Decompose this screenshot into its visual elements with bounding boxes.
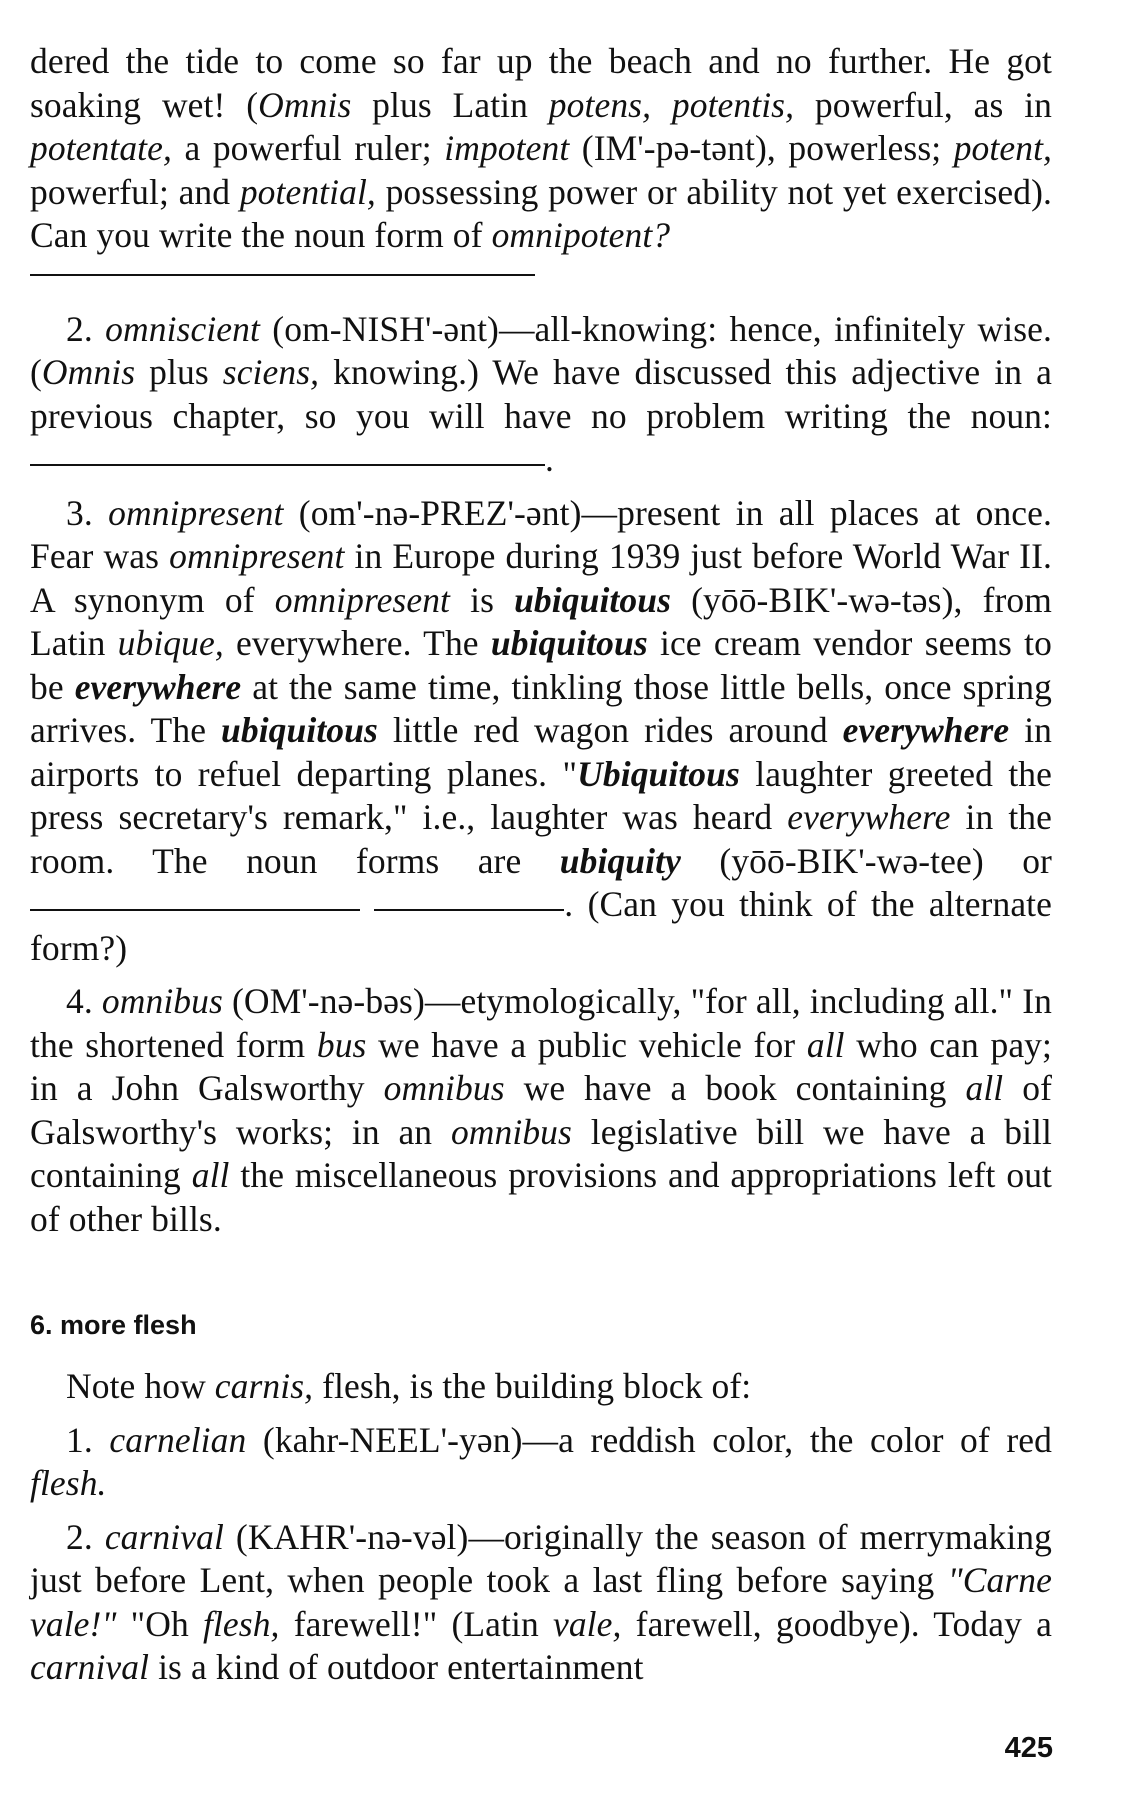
text: at the same time, tinkling those little bells, once spring arrives. The bbox=[30, 666, 1052, 750]
entry-word: omnipresent bbox=[108, 492, 284, 533]
text: little red wagon rides around bbox=[377, 710, 843, 750]
text: powerful, as in bbox=[794, 84, 1053, 125]
text: flesh, is the building block of: bbox=[313, 1366, 752, 1406]
italic-term: all bbox=[806, 1024, 845, 1065]
text: in Europe during 1939 just before World War II. A synonym of bbox=[30, 536, 1053, 620]
entry-carnival bbox=[30, 1516, 1052, 1690]
bold-italic-term: everywhere bbox=[74, 666, 242, 707]
section-intro bbox=[30, 1365, 1052, 1409]
bold-italic-term: ubiquity bbox=[559, 840, 681, 881]
italic-term: potent, bbox=[953, 128, 1053, 168]
italic-term: all bbox=[965, 1068, 1004, 1108]
entry-omniscient: 2. omniscient (om-NISH'-ənt)—all-knowing: hence, infinitely wise. (Omnis plus sciens, knowing.) We have discussed this adjective in a previous chapter, so you will have no problem writing the noun: . bbox=[30, 308, 1052, 479]
bold-italic-term: ubiquitous bbox=[514, 579, 671, 620]
italic-term: omnipresent bbox=[169, 536, 345, 576]
text: we have a book containing bbox=[504, 1068, 966, 1108]
bold-italic-term: ubiquitous bbox=[490, 623, 648, 663]
italic-term: potens, potentis, bbox=[548, 84, 795, 125]
text: the miscellaneous provisions and appropriations left out of other bills. bbox=[30, 1155, 1053, 1239]
text: (KAHR'-nə-vəl)—originally the season of merrymaking just before Lent, when people took a last fling before saying bbox=[30, 1516, 1052, 1600]
entry-word: omnibus bbox=[101, 981, 223, 1021]
entry-number: 2. bbox=[66, 308, 106, 349]
italic-term: carnis, bbox=[214, 1366, 314, 1406]
answer-blank-omnipotence[interactable] bbox=[30, 274, 535, 276]
italic-term: carnival bbox=[30, 1647, 150, 1687]
entry-omnipresent: 3. omnipresent (om'-nə-PREZ'-ənt)—present in all places at once. Fear was omnipresent in Europe during 1939 just before World War II. A synonym of omnipresent is ubiquitous (yōō-BIK'-wə-təs), from Latin ubique, everywhere. The ubiquitous ice cream vendor seems to be everywhere at the same time, tinkling those little bells, once spring arrives. The ubiquitous little red wagon rides around everywhere in airports to refuel departing planes. "Ubiquitous laughter greeted the press secretary's remark," i.e., laughter was heard everywhere in the room. The noun forms are ubiquity (yōō-BIK'-wə-tee) or . (Can you think of the alternate form?) bbox=[30, 492, 1053, 968]
continuation-paragraph bbox=[30, 40, 1052, 258]
italic-term: vale, bbox=[552, 1603, 622, 1644]
text: farewell, goodbye). Today a bbox=[621, 1603, 1052, 1644]
entry-carnelian bbox=[30, 1419, 1052, 1506]
section-heading: 6. more flesh bbox=[30, 1310, 197, 1340]
entry-word: omniscient bbox=[105, 308, 260, 349]
italic-term: flesh, bbox=[203, 1603, 280, 1644]
text: (IM'-pə-tənt), powerless; bbox=[569, 128, 954, 168]
italic-term: ubique, bbox=[117, 623, 224, 663]
italic-term: "Carne vale!" bbox=[30, 1560, 1052, 1644]
text: (Can you think of the alternate form?) bbox=[30, 884, 1052, 968]
italic-term: Omnis bbox=[258, 84, 352, 125]
italic-term: flesh. bbox=[30, 1463, 107, 1503]
text: is bbox=[450, 579, 515, 620]
bold-italic-term: ubiquitous bbox=[221, 710, 378, 750]
text: laughter greeted the press secretary's remark," i.e., laughter was heard bbox=[30, 753, 1052, 837]
italic-term: potentate, bbox=[30, 128, 172, 168]
text: in airports to refuel departing planes. " bbox=[30, 710, 1053, 794]
text: we have a public vehicle for bbox=[366, 1024, 807, 1065]
section-body bbox=[30, 1365, 1052, 1690]
entry-number: 1. bbox=[66, 1419, 110, 1460]
italic-term: omnipresent bbox=[274, 579, 451, 620]
text: legislative bill we have a bill containing bbox=[30, 1111, 1052, 1195]
text: possessing power or ability not yet exercised). Can you write the noun form of bbox=[30, 171, 1052, 255]
text: a powerful ruler; bbox=[171, 128, 445, 168]
answer-blank-ubiquitousness-b[interactable] bbox=[374, 909, 564, 911]
italic-term: Omnis bbox=[41, 352, 136, 392]
text: in the room. The noun forms are bbox=[30, 797, 1052, 881]
italic-term: sciens, bbox=[222, 352, 320, 392]
text: plus bbox=[135, 352, 223, 392]
italic-term: potential, bbox=[239, 171, 376, 212]
page-number: 425 bbox=[1004, 1732, 1053, 1764]
text: (om'-nə-PREZ'-ənt)—present in all places at once. Fear was bbox=[30, 492, 1052, 576]
entry-number: 4. bbox=[66, 981, 102, 1021]
page-body bbox=[30, 40, 1052, 1241]
text: powerful; and bbox=[30, 171, 240, 212]
italic-term: all bbox=[191, 1155, 230, 1195]
italic-term: bus bbox=[316, 1024, 367, 1065]
text: (OM'-nə-bəs)—etymologically, "for all, including all." In the shortened form bbox=[30, 981, 1052, 1065]
italic-term: omnibus bbox=[383, 1068, 505, 1108]
text: knowing.) We have discussed this adjective in a previous chapter, so you will have no problem writing the noun: bbox=[30, 352, 1052, 436]
text: (yōō-BIK'-wə-təs), from Latin bbox=[30, 579, 1052, 663]
text: dered the tide to come so far up the beach and no further. He got soaking wet! ( bbox=[30, 41, 1052, 125]
text: Note how bbox=[66, 1366, 215, 1406]
bold-italic-term: everywhere bbox=[842, 710, 1010, 750]
text: ice cream vendor seems to be bbox=[30, 623, 1052, 707]
text: plus Latin bbox=[351, 84, 549, 125]
text: of Galsworthy's works; in an bbox=[30, 1068, 1052, 1152]
answer-blank-ubiquitousness-a[interactable] bbox=[30, 909, 360, 911]
entry-omnibus bbox=[30, 980, 1052, 1241]
text: is a kind of outdoor entertainment bbox=[149, 1647, 644, 1687]
italic-term: everywhere bbox=[787, 797, 951, 837]
text: (kahr-NEEL'-yən)—a reddish color, the color of red bbox=[246, 1419, 1052, 1460]
text: everywhere. The bbox=[223, 623, 491, 663]
text: (om-NISH'-ənt)—all-knowing: hence, infinitely wise. ( bbox=[30, 308, 1052, 392]
italic-term: impotent bbox=[444, 128, 570, 168]
entry-word: carnival bbox=[104, 1516, 224, 1557]
entry-number: 3. bbox=[66, 492, 109, 533]
bold-italic-term: Ubiquitous bbox=[577, 753, 740, 794]
text: "Oh bbox=[116, 1603, 203, 1644]
italic-term: omnipotent? bbox=[491, 215, 671, 255]
entry-word: carnelian bbox=[109, 1419, 247, 1460]
answer-blank-omniscience[interactable] bbox=[30, 464, 545, 466]
italic-term: omnibus bbox=[450, 1111, 572, 1152]
text: farewell!" (Latin bbox=[279, 1603, 553, 1644]
text: who can pay; in a John Galsworthy bbox=[30, 1024, 1053, 1108]
text: (yōō-BIK'-wə-tee) or bbox=[680, 840, 1052, 881]
entry-number: 2. bbox=[66, 1516, 105, 1557]
